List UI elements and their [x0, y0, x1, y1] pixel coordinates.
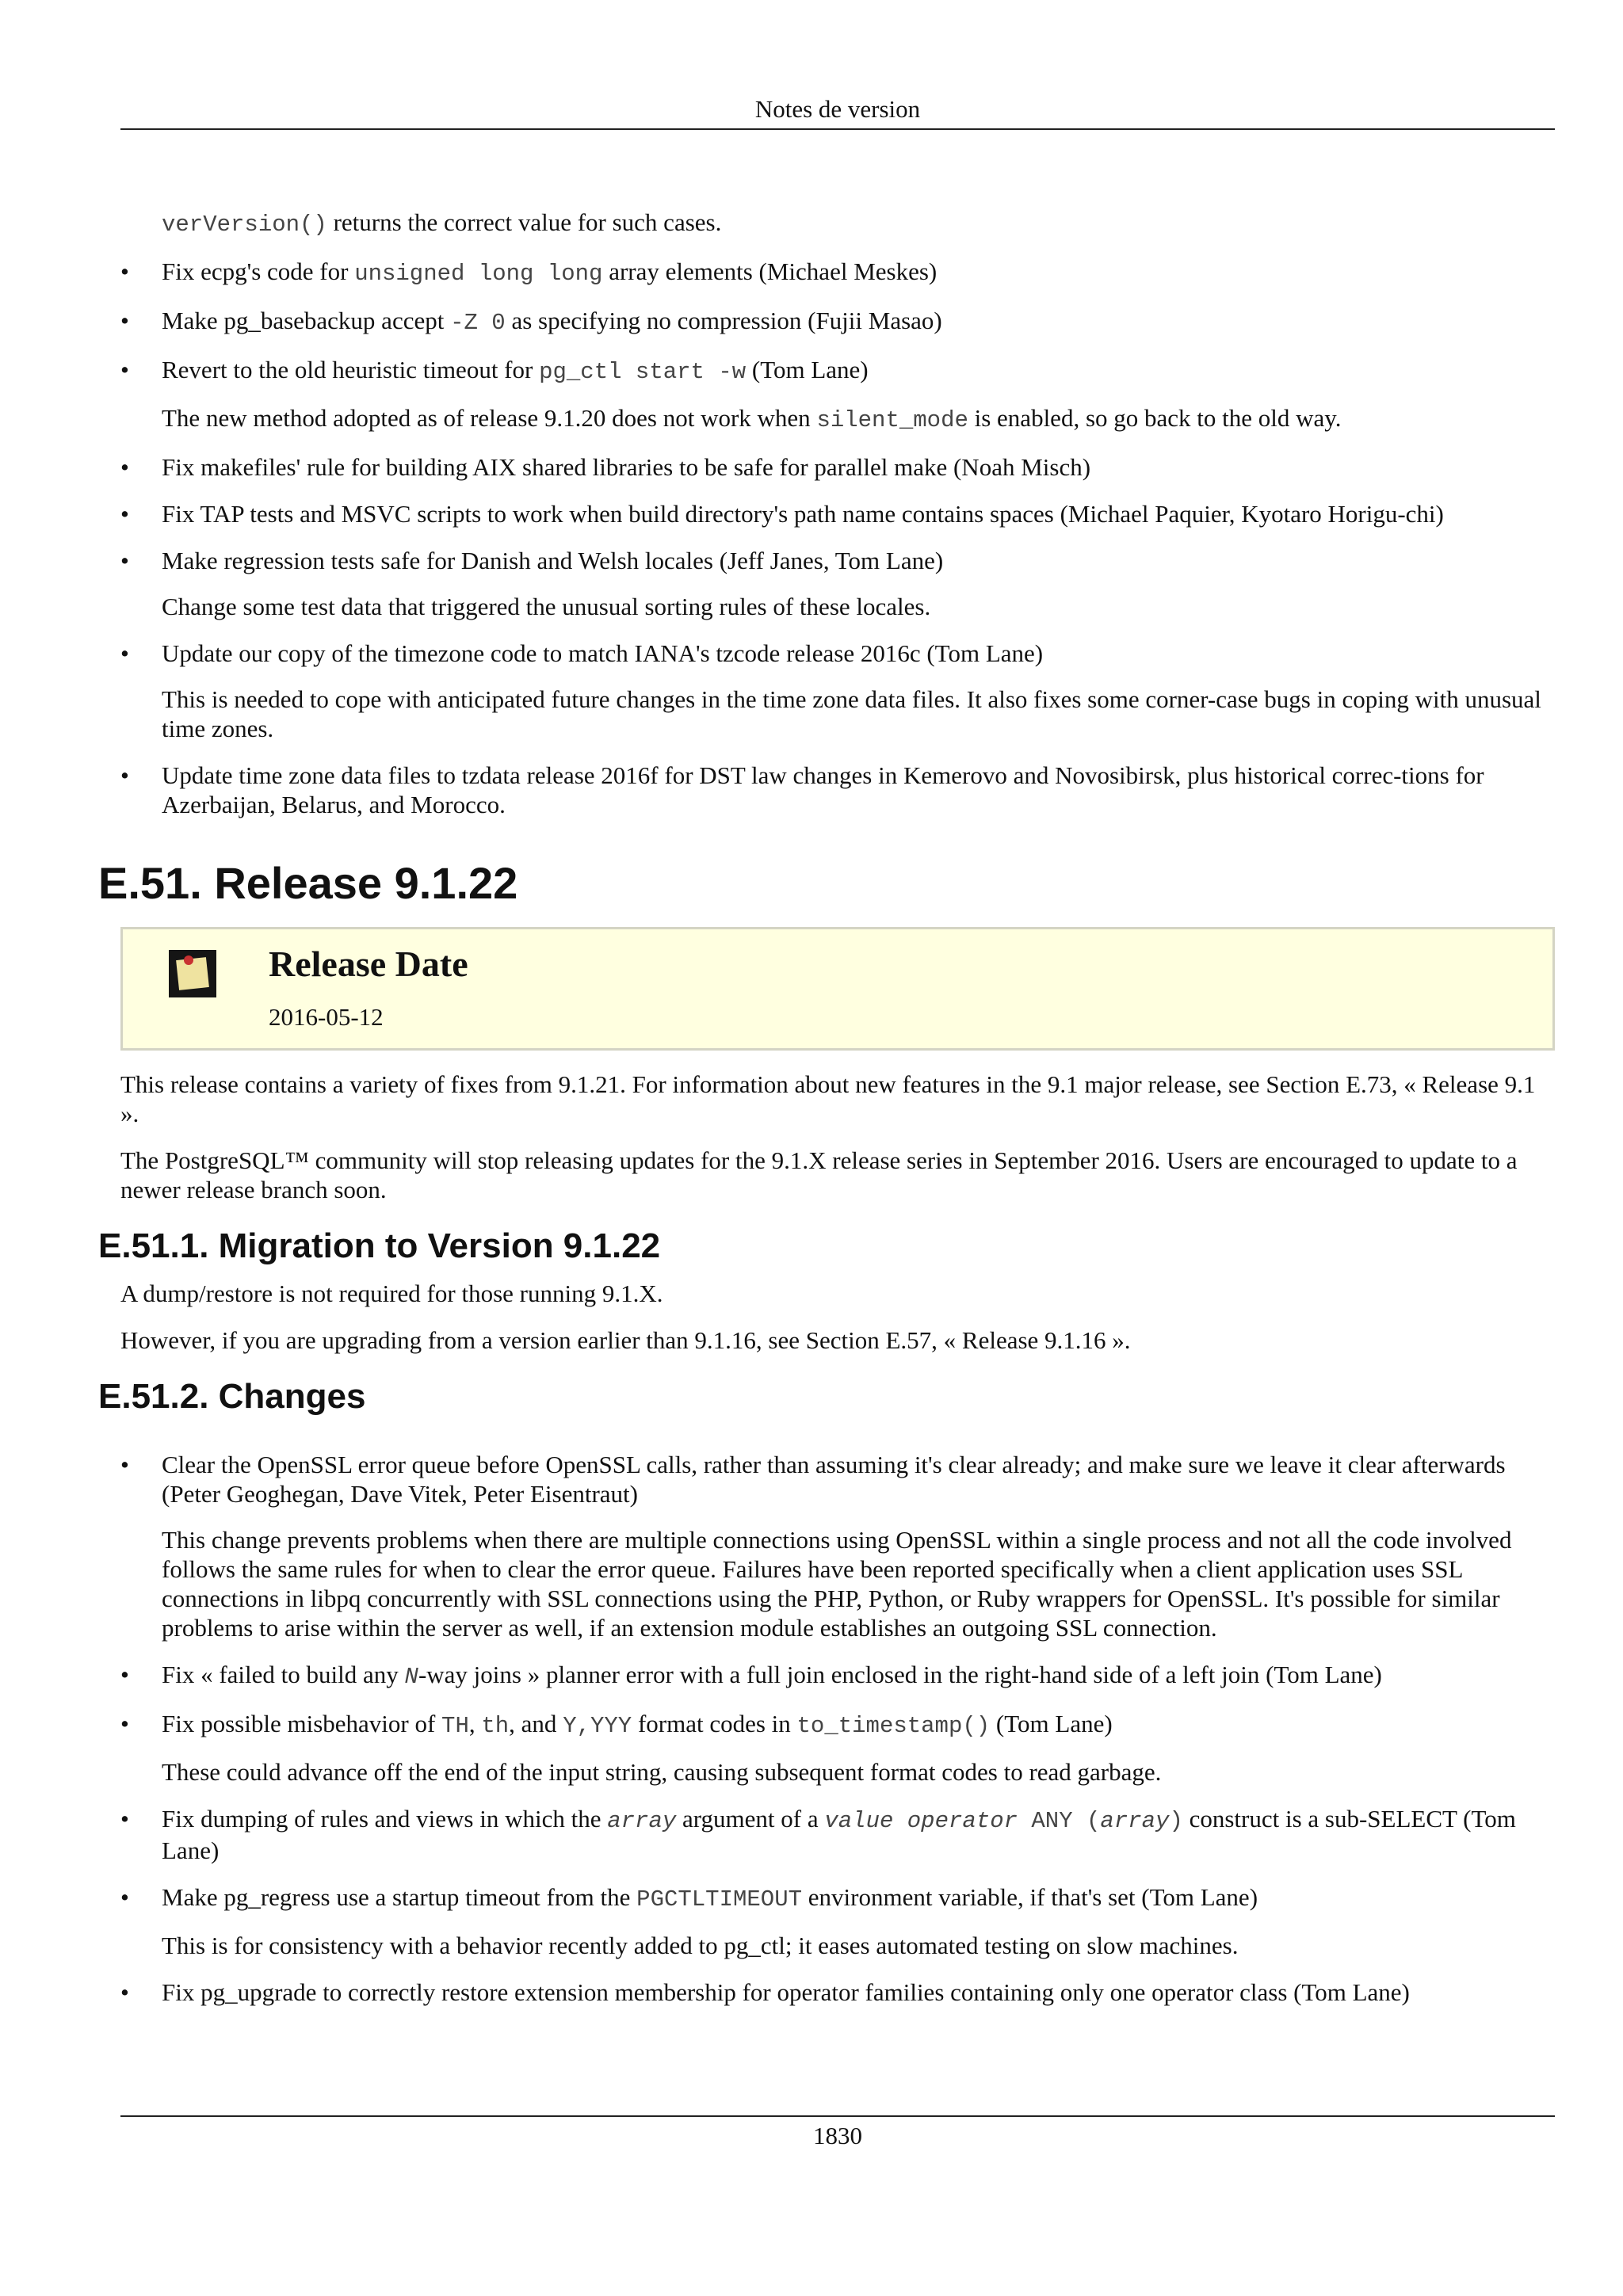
list-item: • Update our copy of the timezone code to match IANA's tzcode release 2016c (Tom Lane) This is needed to cope with anticipated future changes in the time zone data files. It also fixes some corner-case bugs in coping with unusual time zones. [120, 639, 1555, 743]
inline-code: array [1100, 1808, 1170, 1834]
inline-code: to_timestamp() [796, 1713, 991, 1739]
list-item: • Fix makefiles' rule for building AIX shared libraries to be safe for parallel make (Noah Misch) [120, 453, 1091, 481]
inline-code: unsigned long long [354, 261, 603, 287]
list-item: • Fix pg_upgrade to correctly restore extension membership for operator families containing only one operator class (Tom Lane) [120, 1978, 1410, 2006]
bullet: • [120, 547, 129, 574]
inline-code: ) [1169, 1808, 1183, 1834]
migration-paragraph: A dump/restore is not required for those running 9.1.X. [120, 1280, 663, 1307]
list-item: • Make pg_basebackup accept -Z 0 as specifying no compression (Fujii Masao) [120, 307, 942, 336]
bullet: • [120, 307, 129, 334]
bullet: • [120, 1661, 129, 1688]
note-icon [169, 950, 216, 997]
bullet: • [120, 1451, 129, 1478]
page-number: 1830 [813, 2122, 862, 2149]
continuation-text: verVersion() returns the correct value for such cases. [162, 208, 722, 238]
item-paragraph: This is for consistency with a behavior recently added to pg_ctl; it eases automated testing on slow machines. [162, 1932, 1239, 1959]
inline-code: value operator [824, 1808, 1018, 1834]
inline-code: TH [441, 1713, 469, 1739]
list-item: • Make pg_regress use a startup timeout from the PGCTLTIMEOUT environment variable, if that's set (Tom Lane) This is for consistency with a behavior recently added to pg_ctl; it eases automated testing on slow machines. [120, 1882, 1555, 1960]
list-item: • Fix TAP tests and MSVC scripts to work when build directory's path name contains spaces (Michael Paquier, Kyotaro Horigu-chi) [120, 500, 1444, 528]
list-item: • Fix « failed to build any N-way joins » planner error with a full join enclosed in the right-hand side of a left join (Tom Lane) [120, 1661, 1382, 1690]
item-paragraph: This is needed to cope with anticipated future changes in the time zone data files. It also fixes some corner-case bugs in coping with unusual time zones. [162, 685, 1541, 742]
release-date: 2016-05-12 [269, 1003, 384, 1031]
inline-code: th [481, 1713, 510, 1739]
header-rule [120, 128, 1555, 130]
bullet: • [120, 1978, 129, 2006]
list-item: • Fix possible misbehavior of TH, th, and Y,YYY format codes in to_timestamp() (Tom Lane) These could advance off the end of the input string, causing subsequent format codes to read garbage. [120, 1709, 1555, 1787]
intro-paragraph: The PostgreSQL™ community will stop releasing updates for the 9.1.X release series in September 2016. Users are encouraged to update to a newer release branch soon. [120, 1146, 1518, 1203]
subsection-title-changes: E.51.2. Changes [98, 1377, 366, 1416]
list-item: • Revert to the old heuristic timeout for pg_ctl start -w (Tom Lane) The new method adopted as of release 9.1.20 does not work when silent_mode is enabled, so go back to the old way. [120, 355, 1555, 435]
note-title: Release Date [269, 944, 468, 984]
bullet: • [120, 257, 129, 285]
changes-list [120, 1450, 1555, 2007]
item-paragraph: The new method adopted as of release 9.1.20 does not work when silent_mode is enabled, so go back to the old way. [162, 404, 1342, 433]
fix-list-top [120, 257, 1555, 819]
list-item: • Update time zone data files to tzdata release 2016f for DST law changes in Kemerovo and Novosibirsk, plus historical correc-tions for Azerbaijan, Belarus, and Morocco. [120, 761, 1484, 818]
item-paragraph: These could advance off the end of the input string, causing subsequent format codes to read garbage. [162, 1758, 1162, 1786]
inline-code: silent_mode [816, 407, 968, 433]
intro-paragraph: This release contains a variety of fixes from 9.1.21. For information about new features in the 9.1 major release, see Section E.73, « Release 9.1 ». [120, 1070, 1536, 1127]
migration-paragraph: However, if you are upgrading from a version earlier than 9.1.16, see Section E.57, « Release 9.1.16 ». [120, 1326, 1131, 1354]
inline-code: array [607, 1808, 677, 1834]
inline-code: verVersion() [162, 212, 327, 238]
inline-code: N [404, 1664, 418, 1690]
section-title: E.51. Release 9.1.22 [98, 858, 518, 908]
footer-rule [120, 2115, 1555, 2117]
inline-code: Y,YYY [563, 1713, 632, 1739]
inline-code: pg_ctl start -w [539, 359, 747, 385]
inline-code: ANY ( [1018, 1808, 1101, 1834]
subsection-title-migration: E.51.1. Migration to Version 9.1.22 [98, 1226, 661, 1265]
list-item: • Make regression tests safe for Danish and Welsh locales (Jeff Janes, Tom Lane) Change some test data that triggered the unusual sorting rules of these locales. [120, 546, 1555, 621]
release-date-note [120, 927, 1555, 1051]
inline-code: PGCTLTIMEOUT [636, 1886, 803, 1913]
running-header: Notes de version [754, 95, 921, 123]
bullet: • [120, 761, 129, 789]
bullet: • [120, 453, 129, 481]
list-item: • Clear the OpenSSL error queue before OpenSSL calls, rather than assuming it's clear already; and make sure we leave it clear afterwards (Peter Geoghegan, Dave Vitek, Peter Eisentraut) This change prevents problems when there are multiple connections using OpenSSL within a single process and not all the code involved follows the same rules for when to clear the error queue. Failures have been reported specifically when a client application uses SSL connections in libpq concurrently with SSL connections using the PHP, Python, or Ruby wrappers for OpenSSL. It's possible for similar problems to arise within the server as well, if an extension module establishes an outgoing SSL connection. [120, 1450, 1555, 1642]
bullet: • [120, 1805, 129, 1833]
list-item: • Fix ecpg's code for unsigned long long array elements (Michael Meskes) [120, 257, 938, 287]
item-paragraph: Change some test data that triggered the unusual sorting rules of these locales. [162, 593, 931, 620]
bullet: • [120, 1883, 129, 1911]
page-content [98, 208, 1555, 2024]
list-item: • Fix dumping of rules and views in which the array argument of a value operator ANY (array) construct is a sub-SELECT (Tom Lane) [120, 1805, 1516, 1864]
item-paragraph: This change prevents problems when there are multiple connections using OpenSSL within a single process and not all the code involved follows the same rules for when to clear the error queue. Failures have been reported specifically when a client application uses SSL connections in libpq concurrently with SSL connections using the PHP, Python, or Ruby wrappers for OpenSSL. It's possible for similar problems to arise within the server as well, if an extension module establishes an outgoing SSL connection. [162, 1526, 1512, 1642]
bullet: • [120, 639, 129, 667]
bullet: • [120, 1710, 129, 1737]
bullet: • [120, 356, 129, 383]
inline-code: -Z 0 [450, 310, 506, 336]
bullet: • [120, 500, 129, 528]
